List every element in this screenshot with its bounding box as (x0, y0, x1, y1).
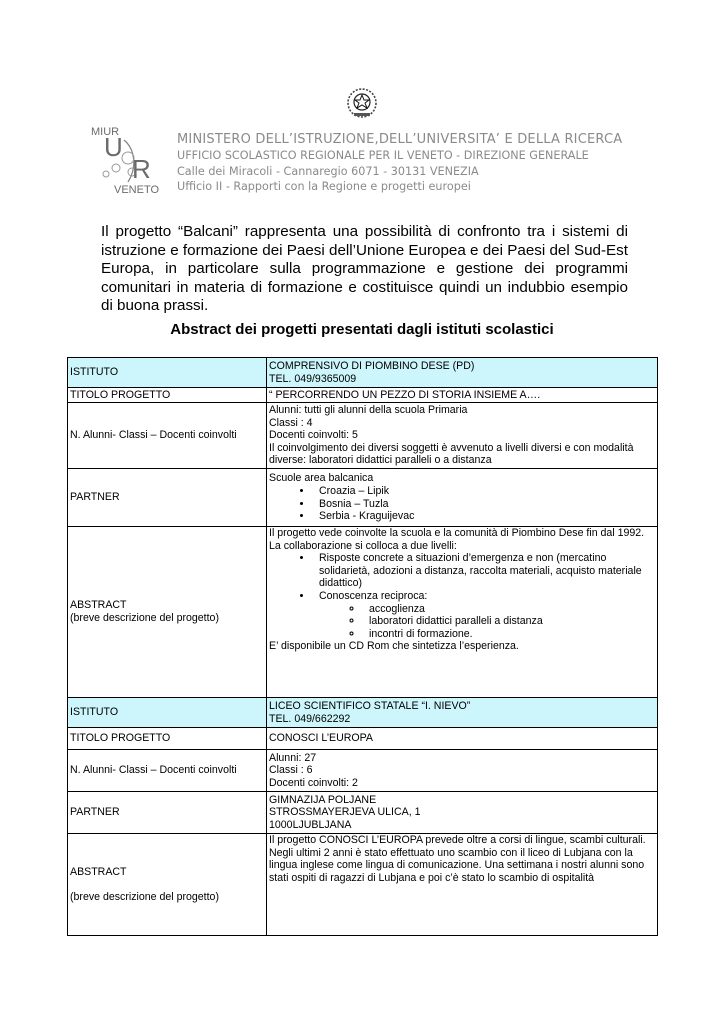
abstract-label (68, 527, 267, 698)
abstract-list (269, 552, 655, 640)
list-item: • Bosnia – Tuzla (313, 498, 655, 511)
section-title: Abstract dei progetti presentati dagli istituti scolastici (170, 321, 554, 338)
table-row (68, 469, 658, 527)
ministry-name: MINISTERO DELL’ISTRUZIONE,DELL’UNIVERSITA’ E DELLA RICERCA (177, 132, 623, 147)
classi-line: Classi : 6 (269, 764, 313, 777)
istituto-value (267, 698, 658, 728)
list-item: • Risposte concrete a situazioni d’emergenza e non (mercatino solidarietà, adozioni a distanza, raccolta materiali, acquisto materiale didattico) (313, 552, 655, 590)
docenti-line: Docenti coinvolti: 5 (269, 429, 358, 442)
istituto-value (267, 358, 658, 388)
letterhead (177, 132, 647, 195)
titolo-value: “ PERCORRENDO UN PEZZO DI STORIA INSIEME A…. (267, 388, 658, 403)
list-item (313, 590, 655, 640)
abstract-value: Il progetto CONOSCI L’EUROPA prevede oltre a corsi di lingue, scambi culturali. Negli ultimi 2 anni è stato effettuato uno scambio con il liceo di Lubjana con la lingua inglese come lingua di comunicazione. Una settimana i nostri alunni sono stati ospiti di ragazzi di Lubjana e poi c’è stato lo scambio di ospitalità (267, 834, 658, 936)
table-row (68, 750, 658, 792)
list-item: ◦ laboratori didattici paralleli a distanza (363, 615, 655, 628)
table-row (68, 792, 658, 834)
office-address: Calle dei Miracoli - Cannaregio 6071 - 30131 VENEZIA (177, 164, 479, 178)
logo-miur-text: MIUR (91, 126, 120, 138)
regional-office: UFFICIO SCOLASTICO REGIONALE PER IL VENETO - DIREZIONE GENERALE (177, 149, 589, 162)
alunni-label: N. Alunni- Classi – Docenti coinvolti (68, 750, 267, 792)
titolo-label: TITOLO PROGETTO (68, 388, 267, 403)
partner-street: STROSSMAYERJEVA ULICA, 1 (269, 806, 421, 819)
abstract-levels: La collaborazione si colloca a due livelli: (269, 539, 457, 552)
table-row (68, 403, 658, 469)
partner-label: PARTNER (68, 469, 267, 527)
projects-table (67, 357, 658, 936)
istituto-label: ISTITUTO (68, 698, 267, 728)
sub-list (319, 603, 655, 641)
alunni-value (267, 403, 658, 469)
list-item: • Croazia – Lipik (313, 485, 655, 498)
istituto-label: ISTITUTO (68, 358, 267, 388)
alunni-line: Alunni: 27 (269, 751, 317, 764)
abstract-title: ABSTRACT (70, 865, 127, 878)
coinvolgimento-line: Il coinvolgimento dei diversi soggetti è avvenuto a livelli diversi e con modalità diverse: laboratori didattici paralleli o a distanza (269, 441, 634, 467)
logo-u-letter: U (104, 132, 123, 162)
titolo-label: TITOLO PROGETTO (68, 728, 267, 750)
partner-label: PARTNER (68, 792, 267, 834)
list-item-label: Conoscenza reciproca: (319, 589, 428, 602)
abstract-end: E’ disponibile un CD Rom che sintetizza l’esperienza. (269, 640, 519, 653)
abstract-subtitle: (breve descrizione del progetto) (70, 612, 219, 624)
abstract-subtitle: (breve descrizione del progetto) (70, 890, 219, 903)
table-row (68, 834, 658, 936)
partner-name: GIMNAZIJA POLJANE (269, 793, 377, 806)
school-phone: TEL. 049/9365009 (269, 372, 357, 385)
docenti-line: Docenti coinvolti: 2 (269, 776, 358, 789)
table-row (68, 698, 658, 728)
alunni-label: N. Alunni- Classi – Docenti coinvolti (68, 403, 267, 469)
alunni-value (267, 750, 658, 792)
school-phone: TEL. 049/662292 (269, 712, 351, 725)
partner-list (269, 485, 655, 523)
titolo-value: CONOSCI L’EUROPA (267, 728, 658, 750)
school-name: COMPRENSIVO DI PIOMBINO DESE (PD) (269, 359, 475, 372)
table-row (68, 358, 658, 388)
list-item: ◦ incontri di formazione. (363, 628, 655, 641)
italian-republic-emblem-icon (345, 86, 379, 120)
alunni-line: Alunni: tutti gli alunni della scuola Primaria (269, 404, 468, 417)
table-row (68, 527, 658, 698)
partner-value (267, 792, 658, 834)
table-row (68, 728, 658, 750)
partner-value (267, 469, 658, 527)
logo-r-letter: R (132, 154, 151, 184)
miur-veneto-logo (88, 126, 160, 196)
list-item: ◦ accoglienza (363, 603, 655, 616)
office-department: Ufficio II - Rapporti con la Regione e progetti europei (177, 180, 471, 193)
abstract-title: ABSTRACT (70, 599, 127, 612)
abstract-intro: Il progetto vede coinvolte la scuola e la comunità di Piombino Dese fin dal 1992. (269, 527, 645, 539)
partner-city: 1000LJUBLJANA (269, 818, 352, 831)
school-name: LICEO SCIENTIFICO STATALE “I. NIEVO” (269, 699, 471, 712)
abstract-value (267, 527, 658, 698)
classi-line: Classi : 4 (269, 416, 313, 429)
partner-intro: Scuole area balcanica (269, 472, 374, 485)
list-item: • Serbia - Kraguijevac (313, 510, 655, 523)
intro-paragraph: Il progetto “Balcani” rappresenta una possibilità di confronto tra i sistemi di istruzione e formazione dei Paesi dell’Unione Europea e dei Paesi del Sud-Est Europa, in particolare sulla programmazione e gestione dei programmi comunitari in materia di formazione e costituisce quindi un indubbio esempio di buona prassi. (101, 223, 628, 314)
abstract-label (68, 834, 267, 936)
logo-veneto-text: VENETO (114, 184, 160, 196)
table-row (68, 388, 658, 403)
